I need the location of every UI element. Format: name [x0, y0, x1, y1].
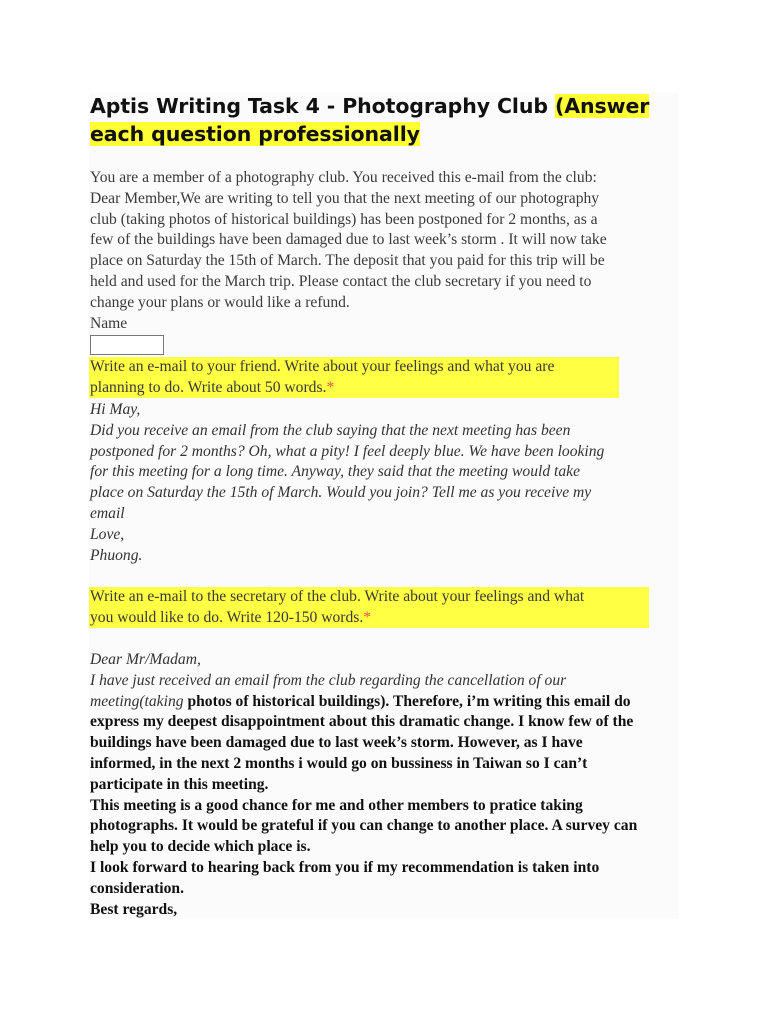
answer2-line-italic: meeting(taking [90, 692, 188, 710]
answer2-line: express my deepest disappointment about this dramatic change. I know few of the [90, 713, 634, 731]
intro-line: club (taking photos of historical buildings) has been postponed for 2 months, as a [90, 210, 598, 228]
answer2-line-bold: photos of historical buildings). Therefore, i’m writing this email do [187, 692, 631, 710]
intro-line: held and used for the March trip. Please contact the club secretary if you need to [90, 272, 592, 290]
prompt-2 [90, 587, 680, 629]
title-highlight: (Answer [554, 94, 650, 118]
prompt-1 [90, 357, 680, 399]
answer-1 [90, 400, 680, 566]
answer1-line: email [90, 504, 125, 522]
page-title [90, 92, 660, 148]
answer2-line: help you to decide which place is. [90, 838, 311, 856]
answer2-line: Best regards, [90, 900, 178, 918]
prompt1-line: planning to do. Write about 50 words. [90, 378, 327, 396]
name-label: Name [90, 314, 128, 332]
answer1-line: place on Saturday the 15th of March. Would you join? Tell me as you receive my [90, 484, 592, 502]
answer2-line: photographs. It would be grateful if you can change to another place. A survey can [90, 817, 638, 835]
intro-line: You are a member of a photography club. You received this e-mail from the club: [90, 169, 597, 186]
answer1-line: Did you receive an email from the club saying that the next meeting has been [90, 421, 571, 439]
answer2-line: buildings have been damaged due to last week’s storm. However, as I have [90, 734, 583, 752]
prompt2-line: Write an e-mail to the secretary of the club. Write about your feelings and what [90, 588, 585, 605]
answer1-line: Hi May, [90, 401, 141, 418]
prompt2-line: you would like to do. Write 120-150 words. [90, 608, 364, 626]
answer1-line: postponed for 2 months? Oh, what a pity! I feel deeply blue. We have been looking [90, 442, 605, 460]
answer2-line: I have just received an email from the club regarding the cancellation of our [90, 671, 567, 689]
required-mark: * [363, 608, 372, 626]
answer1-line: for this meeting for a long time. Anyway, they said that the meeting would take [90, 463, 580, 481]
answer2-line: consideration. [90, 879, 184, 897]
intro-line: change your plans or would like a refund. [90, 293, 350, 311]
required-mark: * [326, 378, 335, 396]
answer2-line: Dear Mr/Madam, [90, 651, 201, 668]
prompt1-line: Write an e-mail to your friend. Write about your feelings and what you are [90, 358, 555, 375]
intro-paragraph [90, 168, 680, 334]
answer1-line: Phuong. [90, 546, 143, 564]
title-text: Aptis Writing Task 4 - Photography Club [90, 94, 555, 118]
intro-line: few of the buildings have been damaged due to last week’s storm . It will now take [90, 231, 607, 249]
intro-line: place on Saturday the 15th of March. The deposit that you paid for this trip will be [90, 252, 605, 270]
title-highlight-line2: each question professionally [90, 122, 420, 146]
answer-2 [90, 650, 680, 920]
answer2-line: participate in this meeting. [90, 775, 269, 793]
answer2-line: informed, in the next 2 months i would go on bussiness in Taiwan so I can’t [90, 754, 588, 772]
answer2-line: I look forward to hearing back from you if my recommendation is taken into [90, 858, 600, 876]
answer1-line: Love, [90, 525, 125, 543]
name-input[interactable] [90, 335, 164, 355]
answer2-line: This meeting is a good chance for me and other members to pratice taking [90, 796, 583, 814]
intro-line: Dear Member,We are writing to tell you that the next meeting of our photography [90, 189, 600, 207]
